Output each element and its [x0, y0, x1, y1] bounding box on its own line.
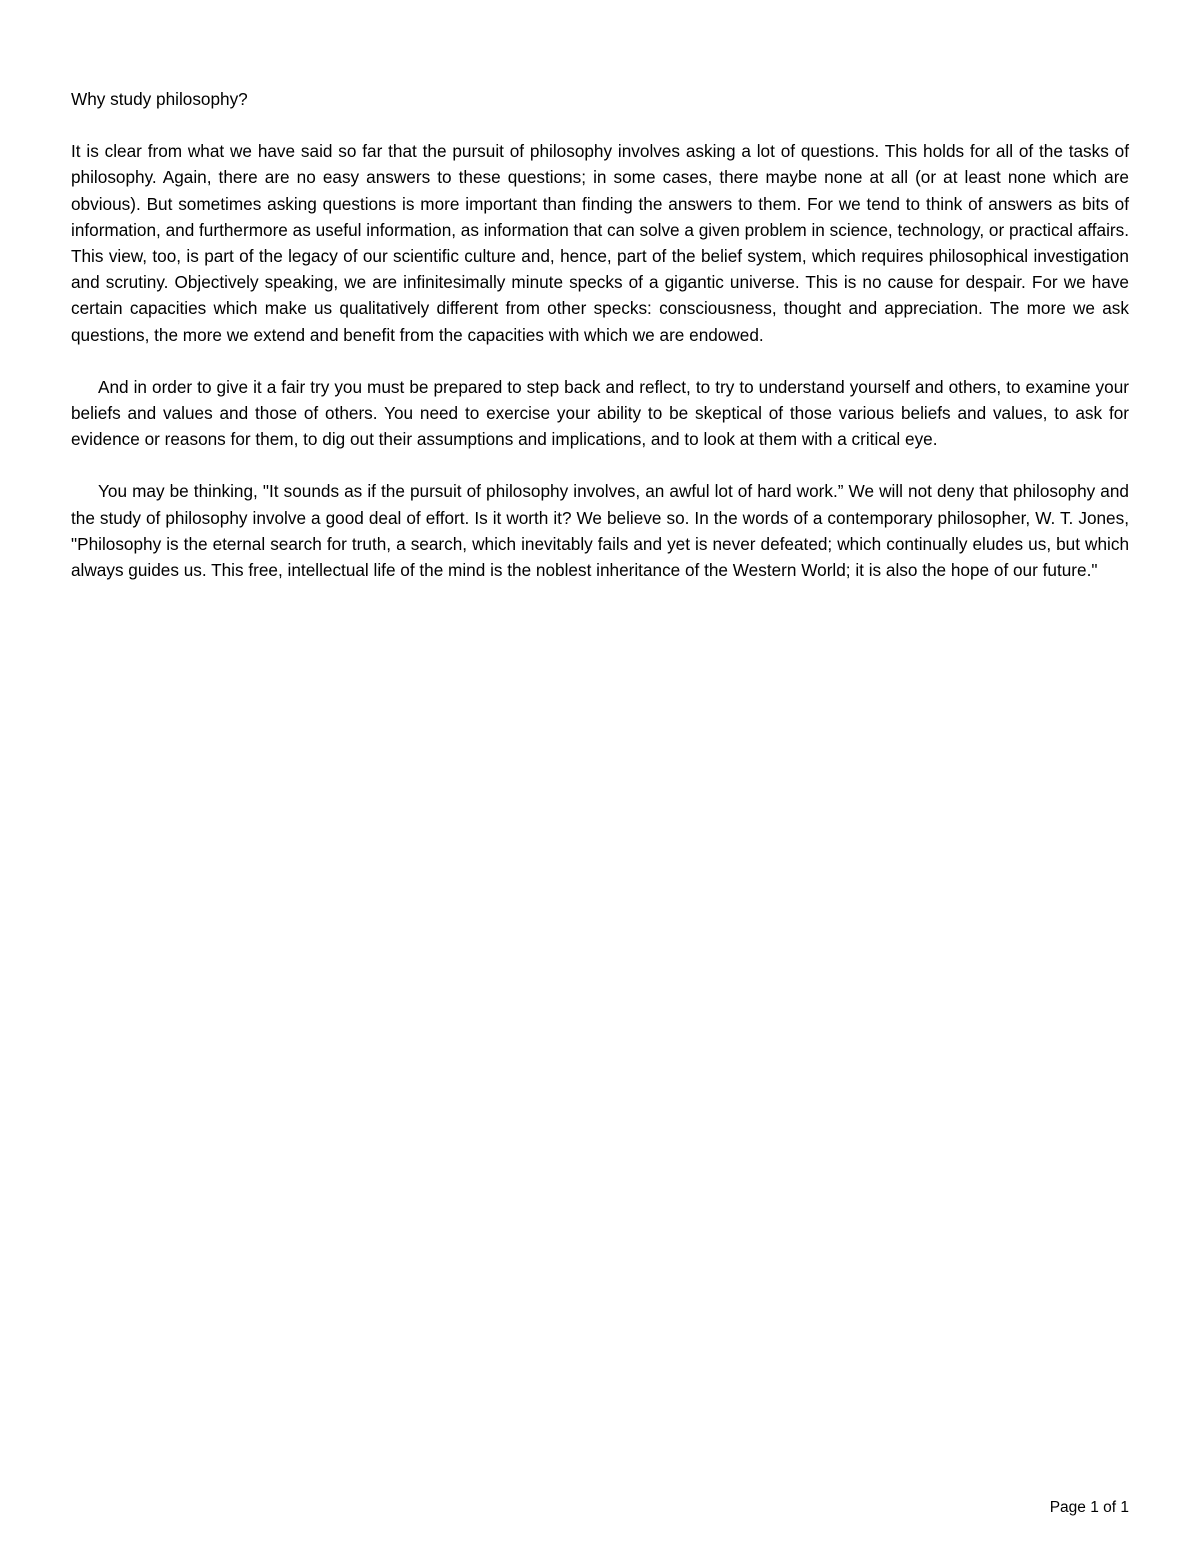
paragraph-3: You may be thinking, "It sounds as if the pursuit of philosophy involves, an awful lot of hard work.” We will not deny that philosophy and the study of philosophy involve a good deal of effort. Is it worth it? We believe so. In the words of a contemporary philosopher, W. T. Jones, "Philosophy is the eternal search for truth, a search, which inevitably fails and yet is never defeated; which continually eludes us, but which always guides us. This free, intellectual life of the mind is the noblest inheritance of the Western World; it is also the hope of our future.": [71, 481, 1129, 581]
paragraph-2: And in order to give it a fair try you must be prepared to step back and reflect, to try to understand yourself and others, to examine your beliefs and values and those of others. You need to exercise your ability to be skeptical of those various beliefs and values, to ask for evidence or reasons for them, to dig out their assumptions and implications, and to look at them with a critical eye.: [71, 376, 1129, 450]
document-title: Why study philosophy?: [71, 89, 248, 109]
paragraph-1: It is clear from what we have said so far that the pursuit of philosophy involves asking a lot of questions. This holds for all of the tasks of philosophy. Again, there are no easy answers to these questions; in some cases, there maybe none at all (or at least none which are obvious). But sometimes asking questions is more important than finding the answers to them. For we tend to think of answers as bits of information, and furthermore as useful information, as information that can solve a given problem in science, technology, or practical affairs. This view, too, is part of the legacy of our scientific culture and, hence, part of the belief system, which requires philosophical investigation and scrutiny. Objectively speaking, we are infinitesimally minute specks of a gigantic universe. This is no cause for despair. For we have certain capacities which make us qualitatively different from other specks: consciousness, thought and appreciation. The more we ask questions, the more we extend and benefit from the capacities with which we are endowed.: [71, 141, 1129, 345]
page-number: Page 1 of 1: [1049, 1499, 1129, 1516]
document-body: [71, 86, 1129, 609]
